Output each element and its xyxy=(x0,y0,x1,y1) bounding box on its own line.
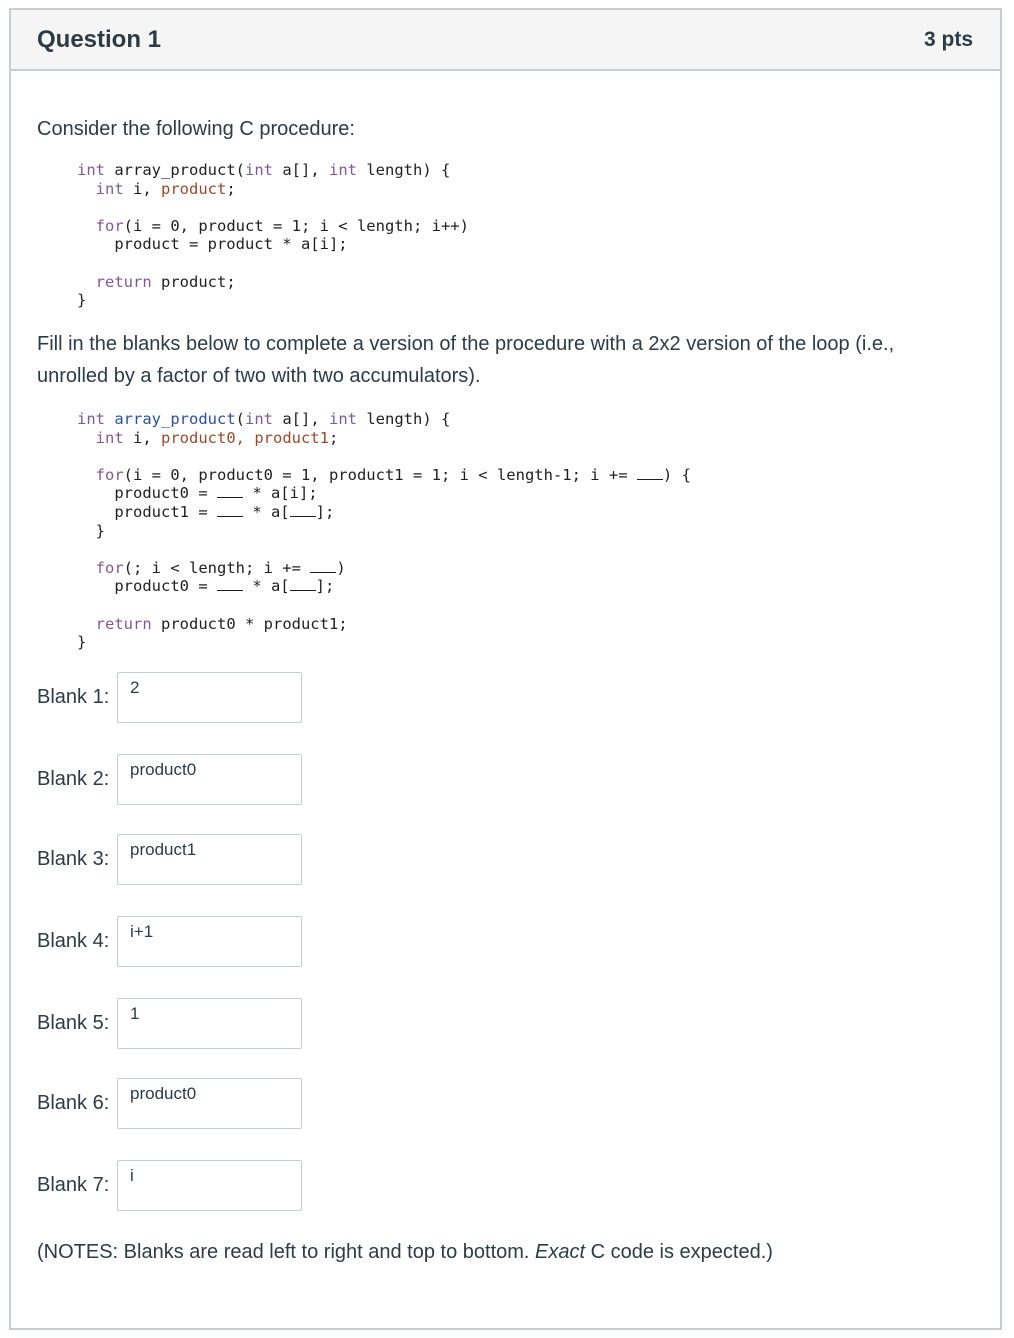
blank-label-1: Blank 1: xyxy=(37,686,110,708)
question-points: 3 pts xyxy=(923,27,973,51)
blank-label-5: Blank 5: xyxy=(37,1012,110,1034)
prompt-instructions: Fill in the blanks below to complete a version of the procedure with a 2x2 version of the loop (i.e., unrolled by a factor of two with two accumulators). xyxy=(37,333,895,387)
blank-5-input[interactable] xyxy=(117,998,302,1049)
blank-6-input[interactable] xyxy=(117,1078,302,1129)
blank-7-input[interactable] xyxy=(117,1160,302,1211)
blank-row-2 xyxy=(37,754,302,805)
blank-marker-4 xyxy=(290,503,316,517)
blank-1-input[interactable] xyxy=(117,672,302,723)
blank-row-6 xyxy=(37,1078,302,1129)
blank-label-3: Blank 3: xyxy=(37,848,110,870)
blank-row-3 xyxy=(37,834,302,885)
question-header xyxy=(11,10,1000,71)
blank-marker-1 xyxy=(637,466,663,480)
code-block-blanks: int array_product(int a[], int length) { int i, product0, product1; for(i = 0, product0 = 1, product1 = 1; i < length-1; i += ) { product0 = * a[i]; product1 = * a[ ]; } for(; i < length; i += ) product0 = * a[ ]; return product0 * product1; } xyxy=(77,410,691,652)
blank-3-input[interactable] xyxy=(117,834,302,885)
blank-label-2: Blank 2: xyxy=(37,768,110,790)
blank-marker-7 xyxy=(290,577,316,591)
blank-row-7 xyxy=(37,1160,302,1211)
notes-text: (NOTES: Blanks are read left to right and top to bottom. Exact C code is expected.) xyxy=(37,1241,773,1263)
prompt-intro: Consider the following C procedure: xyxy=(37,118,355,140)
blank-row-4 xyxy=(37,916,302,967)
blank-marker-2 xyxy=(217,484,243,498)
blank-row-1 xyxy=(37,672,302,723)
blank-label-4: Blank 4: xyxy=(37,930,110,952)
blank-label-6: Blank 6: xyxy=(37,1092,110,1114)
blank-marker-5 xyxy=(310,559,336,573)
question-title: Question 1 xyxy=(37,25,162,53)
blank-row-5 xyxy=(37,998,302,1049)
blank-marker-3 xyxy=(217,503,243,517)
question-card xyxy=(9,8,1002,1330)
code-block-original: int array_product(int a[], int length) { int i, product; for(i = 0, product = 1; i < length; i++) product = product * a[i]; return product; } xyxy=(77,161,469,310)
blank-2-input[interactable] xyxy=(117,754,302,805)
blank-label-7: Blank 7: xyxy=(37,1174,110,1196)
blank-marker-6 xyxy=(217,577,243,591)
blank-4-input[interactable] xyxy=(117,916,302,967)
